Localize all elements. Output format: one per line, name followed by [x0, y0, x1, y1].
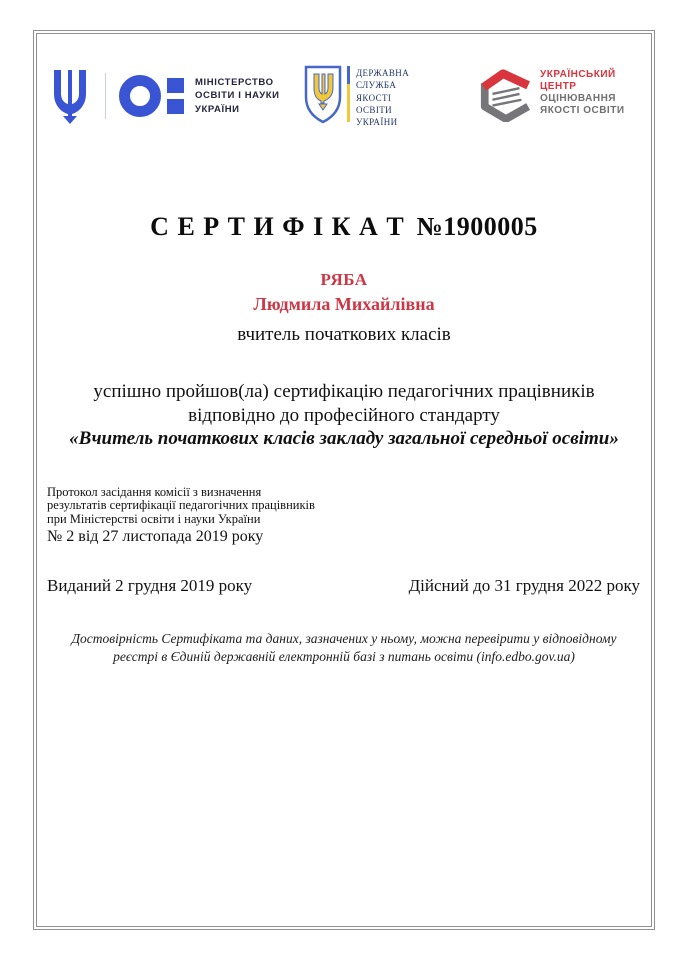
professional-standard: «Вчитель початкових класів закладу загальної середньої освіти» — [69, 428, 619, 449]
valid-until-date: Дійсний до 31 грудня 2022 року — [408, 576, 640, 595]
mon-logo-mark-icon — [119, 75, 184, 117]
page-border — [33, 30, 655, 930]
uceqa-logo — [478, 64, 625, 122]
open-book-icon — [478, 64, 532, 122]
mon-logo-line: УКРАЇНИ — [195, 103, 240, 115]
dsqo-flag-bar — [347, 66, 350, 122]
mon-squares-icon — [167, 78, 184, 114]
uceqa-logo-line: УКРАЇНСЬКИЙ — [540, 69, 616, 80]
verification-line: Достовірність Сертифіката та даних, зазначених у ньому, можна перевірити у відповідному — [71, 631, 617, 646]
dsqo-logo — [303, 63, 409, 128]
holder-position: вчитель початкових класів — [237, 324, 451, 345]
mon-logo-text — [195, 76, 280, 117]
statement-line: успішно пройшов(ла) сертифікацію педагогічних працівників — [93, 381, 595, 402]
verification-line: реєстрі в Єдиній державній електронній базі з питань освіти (info.edbo.gov.ua) — [113, 648, 575, 664]
mon-logo-line: ОСВІТИ І НАУКИ — [195, 90, 280, 102]
issued-date: Виданий 2 грудня 2019 року — [47, 576, 253, 595]
certification-statement — [0, 380, 688, 451]
holder-given-names: Людмила Михайлівна — [253, 294, 435, 314]
mon-logo — [48, 68, 280, 124]
dsqo-logo-text — [356, 63, 409, 128]
certificate-title-word: С Е Р Т И Ф І К А Т — [150, 212, 405, 241]
uceqa-logo-line: ОЦІНЮВАННЯ — [540, 93, 616, 104]
certificate-title — [0, 212, 688, 242]
dsqo-logo-line: ОСВІТИ — [356, 104, 393, 115]
statement-line: відповідно до професійного стандарту — [188, 404, 500, 426]
uceqa-logo-line: ЯКОСТІ ОСВІТИ — [540, 105, 625, 116]
trident-icon — [48, 68, 92, 124]
mon-logo-line: МІНІСТЕРСТВО — [195, 76, 274, 88]
verification-note — [40, 630, 648, 665]
dsqo-logo-line: ЯКОСТІ — [356, 92, 392, 103]
mon-ring-icon — [119, 75, 161, 117]
protocol-line: Протокол засідання комісії з визначення — [47, 485, 262, 499]
uceqa-logo-line: ЦЕНТР — [540, 81, 577, 92]
protocol-block — [47, 486, 315, 543]
dsqo-logo-line: СЛУЖБА — [356, 80, 397, 91]
dsqo-logo-line: УКРАЇНИ — [356, 117, 398, 128]
shield-trident-icon — [303, 63, 343, 127]
protocol-line: при Міністерстві освіти і науки України — [47, 511, 261, 526]
uceqa-logo-text — [540, 64, 625, 117]
protocol-number: № 2 від 27 листопада 2019 року — [47, 527, 264, 545]
holder-surname: РЯБА — [320, 270, 368, 289]
dates-row — [47, 576, 640, 596]
protocol-line: результатів сертифікації педагогічних працівників — [47, 498, 315, 513]
certificate-number: №1900005 — [416, 212, 538, 241]
logo-divider — [105, 73, 106, 119]
dsqo-logo-line: ДЕРЖАВНА — [356, 68, 410, 78]
